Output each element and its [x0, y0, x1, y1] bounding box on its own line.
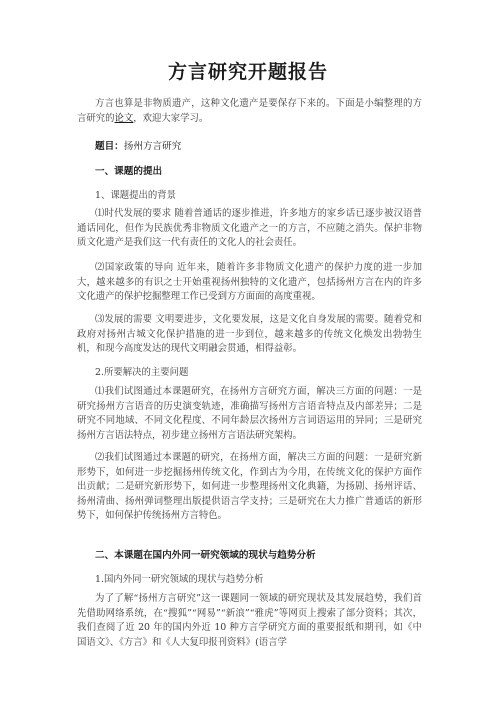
intro-text: 方言也算是非物质遗产，这种文化遗产是要保存下来的。下面是小编整理的方言研究的	[77, 98, 422, 124]
topic-line	[95, 138, 181, 152]
intro-paragraph	[77, 97, 422, 126]
intro-text-end: ，欢迎大家学习。	[133, 112, 209, 124]
topic-label: 题目：	[95, 141, 124, 152]
section1-subheading-problems: 2.所要解决的主要问题	[95, 367, 189, 378]
section1-heading: 一、课题的提出	[95, 166, 163, 177]
paragraph-problems-dialect: ⑴我们试图通过本课题研究，在扬州方言研究方面，解决三方面的问题：一是研究扬州方言语音的历史演变轨迹，准确描写扬州方言语音特点及内部差异；二是研究不同地域、不同文化程度、不同年龄层次扬州方言词语运用的异同；三是研究扬州方言语法特点，初步建立扬州方言语法研究架构。	[77, 386, 422, 441]
paragraph-development-need: ⑶发展的需要 文明要进步，文化要发展，这是文化自身发展的需要。随着党和政府对扬州古城文化保护措施的进一步到位，越来越多的传统文化焕发出勃勃生机，和现今高度发达的现代文明融会贯通，相得益彰。	[77, 314, 422, 355]
topic-value: 扬州方言研究	[123, 141, 182, 152]
paragraph-era-requirement: ⑴时代发展的要求 随着普通话的逐步推进，许多地方的家乡话已逐步被汉语普通话同化，但作为民族优秀非物质文化遗产之一的方言，不应随之消失。保护非物质文化遗产是我们这一代有责任的文化人的社会责任。	[77, 208, 422, 249]
essay-link[interactable]: 论文	[114, 112, 134, 124]
paragraph-problems-culture: ⑵我们试图通过本课题的研究，在扬州方面，解决三方面的问题：一是研究新形势下，如何进一步挖掘扬州传统文化，作到古为今用，在传统文化的保护方面作出贡献；二是研究新形势下，如何进一步整理扬州文化典籍，为扬剧、扬州评话、扬州清曲、扬州弹词整理出版提供语言学支持；三是研究在大力推广普通话的新形势下，如何保护传统扬州方言特色。	[77, 452, 422, 522]
section2-heading: 二、本课题在国内外同一研究领域的现状与趋势分析	[95, 550, 316, 561]
section1-subheading-background: 1、课题提出的背景	[95, 190, 176, 201]
paragraph-policy-guidance: ⑵国家政策的导向 近年来，随着许多非物质文化遗产的保护力度的进一步加大，越来越多的有识之士开始重视扬州独特的文化遗产，包括扬州方言在内的许多文化遗产的保护挖掘整理工作已受到方方面面的高度重视。	[77, 262, 422, 303]
paragraph-research-status: 为了了解“扬州方言研究”这一课题同一领域的研究现状及其发展趋势，我们首先借助网络系统，在“搜狐”“网易”“新浪”“雅虎”等网页上搜索了部分资料；其次，我们查阅了近 20 年的国内外近 10 种方言学研究方面的重要报纸和期刊，如《中国语文》、《方言》和《人大复印报刊资料》(语言学	[77, 593, 422, 648]
document-title: 方言研究开题报告	[167, 61, 328, 83]
section2-subheading-status: 1.国内外同一研究领域的现状与趋势分析	[95, 574, 264, 585]
